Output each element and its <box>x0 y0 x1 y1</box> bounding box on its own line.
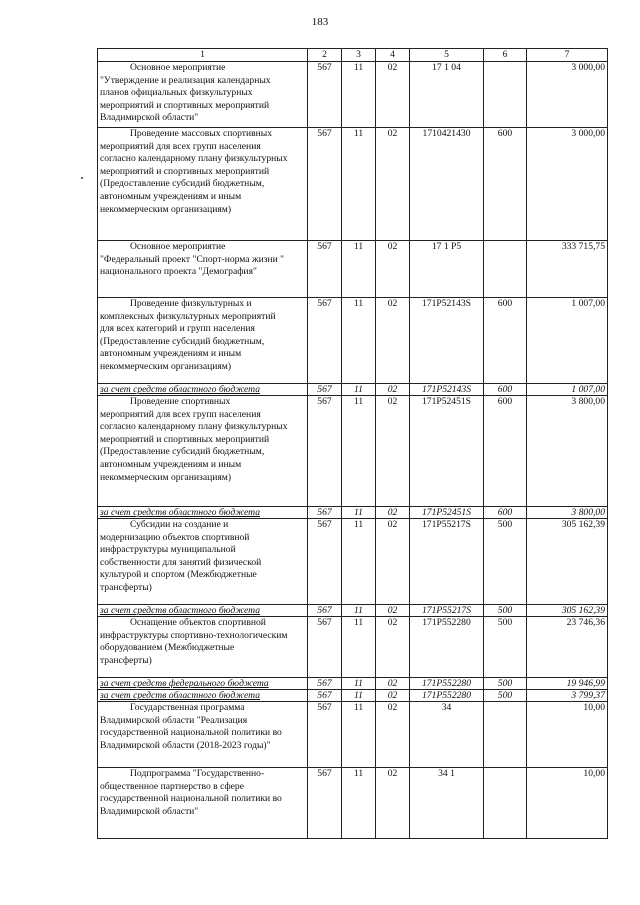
row-name-line: комплексных физкультурных мероприятий <box>100 310 276 322</box>
code-cell-c2: 567 <box>308 605 342 617</box>
code-cell-c4: 02 <box>376 519 410 605</box>
code-cell-c4: 02 <box>376 690 410 702</box>
code-cell-c4: 02 <box>376 605 410 617</box>
row-name-line: инфраструктуры спортивно-технологическим <box>100 629 288 641</box>
table-row <box>98 396 608 507</box>
code-cell-c6: 600 <box>484 128 527 241</box>
code-cell-c2: 567 <box>308 678 342 690</box>
row-name-line: некоммерческим организациям) <box>100 360 232 372</box>
code-cell-c3: 11 <box>342 617 376 678</box>
code-cell-c5: 17 1 04 <box>410 62 484 128</box>
code-cell-c2: 567 <box>308 241 342 298</box>
amount-cell: 23 746,36 <box>527 617 608 678</box>
column-number: 4 <box>376 49 410 62</box>
row-name-line: инфраструктуры муниципальной <box>100 544 236 556</box>
row-name-line: за счет средств областного бюджета <box>100 384 261 395</box>
row-name <box>98 298 308 384</box>
code-cell-c5: 17 1 P5 <box>410 241 484 298</box>
row-name-line: за счет средств областного бюджета <box>100 605 261 616</box>
row-name <box>98 507 308 519</box>
code-cell-c3: 11 <box>342 678 376 690</box>
table-row <box>98 507 608 519</box>
code-cell-c2: 567 <box>308 396 342 507</box>
code-cell-c2: 567 <box>308 519 342 605</box>
code-cell-c6: 600 <box>484 507 527 519</box>
row-name <box>98 690 308 702</box>
code-cell-c6: 500 <box>484 605 527 617</box>
column-number: 6 <box>484 49 527 62</box>
table-row <box>98 768 608 839</box>
row-name-line: согласно календарному плану физкультурных <box>100 421 288 433</box>
row-name <box>98 128 308 241</box>
row-name <box>98 617 308 678</box>
row-name <box>98 519 308 605</box>
amount-cell: 333 715,75 <box>527 241 608 298</box>
row-name-line: "Федеральный проект "Спорт-норма жизни " <box>100 253 285 265</box>
code-cell-c3: 11 <box>342 702 376 768</box>
code-cell-c5: 171P552280 <box>410 678 484 690</box>
column-number: 7 <box>527 49 608 62</box>
code-cell-c2: 567 <box>308 128 342 241</box>
code-cell-c4: 02 <box>376 62 410 128</box>
amount-cell: 305 162,39 <box>527 519 608 605</box>
code-cell-c6: 500 <box>484 690 527 702</box>
code-cell-c5: 171P52451S <box>410 396 484 507</box>
budget-table <box>97 48 608 839</box>
row-name-line: автономным учреждениям и иным <box>100 190 242 202</box>
row-name-line: Основное мероприятие <box>130 241 226 252</box>
code-cell-c5: 171P52143S <box>410 384 484 396</box>
row-name-line: некоммерческим организациям) <box>100 203 232 215</box>
code-cell-c3: 11 <box>342 384 376 396</box>
row-name-line: трансферты) <box>100 654 152 666</box>
row-name-line: модернизацию объектов спортивной <box>100 531 250 543</box>
code-cell-c3: 11 <box>342 519 376 605</box>
code-cell-c2: 567 <box>308 768 342 839</box>
row-name-line: Владимирской области" <box>100 112 199 124</box>
row-name-line: за счет средств федерального бюджета <box>100 678 269 689</box>
column-number: 3 <box>342 49 376 62</box>
code-cell-c5: 171P52451S <box>410 507 484 519</box>
row-name <box>98 702 308 768</box>
code-cell-c5: 171P55217S <box>410 519 484 605</box>
row-name-line: Оснащение объектов спортивной <box>130 617 266 628</box>
table-row <box>98 702 608 768</box>
row-name-line: Проведение физкультурных и <box>130 298 252 309</box>
amount-cell: 1 007,00 <box>527 298 608 384</box>
code-cell-c5: 171P552280 <box>410 690 484 702</box>
code-cell-c2: 567 <box>308 298 342 384</box>
row-name-line: для всех категорий и групп населения <box>100 323 255 335</box>
row-name-line: трансферты) <box>100 581 152 593</box>
amount-cell: 3 800,00 <box>527 396 608 507</box>
code-cell-c4: 02 <box>376 384 410 396</box>
amount-cell: 305 162,39 <box>527 605 608 617</box>
row-name <box>98 678 308 690</box>
code-cell-c3: 11 <box>342 62 376 128</box>
amount-cell: 3 799,37 <box>527 690 608 702</box>
code-cell-c4: 02 <box>376 768 410 839</box>
table-row <box>98 617 608 678</box>
code-cell-c3: 11 <box>342 605 376 617</box>
code-cell-c6: 500 <box>484 519 527 605</box>
code-cell-c5: 171P55217S <box>410 605 484 617</box>
table-row <box>98 298 608 384</box>
code-cell-c2: 567 <box>308 507 342 519</box>
row-name-line: за счет средств областного бюджета <box>100 690 261 701</box>
code-cell-c2: 567 <box>308 690 342 702</box>
row-name-line: Проведение массовых спортивных <box>130 128 273 139</box>
code-cell-c4: 02 <box>376 396 410 507</box>
code-cell-c4: 02 <box>376 678 410 690</box>
code-cell-c6: 600 <box>484 384 527 396</box>
amount-cell: 3 000,00 <box>527 62 608 128</box>
code-cell-c3: 11 <box>342 507 376 519</box>
amount-cell: 1 007,00 <box>527 384 608 396</box>
row-name-line: мероприятий и спортивных мероприятий <box>100 99 270 111</box>
code-cell-c5: 171P552280 <box>410 617 484 678</box>
code-cell-c3: 11 <box>342 768 376 839</box>
code-cell-c5: 34 1 <box>410 768 484 839</box>
amount-cell: 3 800,00 <box>527 507 608 519</box>
column-number-row <box>98 49 608 62</box>
column-number: 2 <box>308 49 342 62</box>
row-name-line: за счет средств областного бюджета <box>100 507 261 518</box>
code-cell-c4: 02 <box>376 507 410 519</box>
code-cell-c3: 11 <box>342 128 376 241</box>
row-name <box>98 62 308 128</box>
code-cell-c4: 02 <box>376 298 410 384</box>
column-number: 5 <box>410 49 484 62</box>
code-cell-c6: 500 <box>484 617 527 678</box>
code-cell-c3: 11 <box>342 396 376 507</box>
row-name <box>98 605 308 617</box>
row-name-line: согласно календарному плану физкультурных <box>100 153 288 165</box>
code-cell-c3: 11 <box>342 690 376 702</box>
row-name-line: (Предоставление субсидий бюджетным, <box>100 178 265 190</box>
row-name-line: Владимирской области (2018-2023 годы)" <box>100 739 271 751</box>
row-name <box>98 396 308 507</box>
table-row <box>98 678 608 690</box>
table-row <box>98 690 608 702</box>
row-name-line: Владимирской области" <box>100 805 199 817</box>
amount-cell: 10,00 <box>527 768 608 839</box>
row-name-line: общественное партнерство в сфере <box>100 780 244 792</box>
code-cell-c6: 600 <box>484 396 527 507</box>
table-row <box>98 519 608 605</box>
row-name-line: Проведение спортивных <box>130 396 231 407</box>
row-name-line: (Предоставление субсидий бюджетным, <box>100 335 265 347</box>
row-name-line: некоммерческим организациям) <box>100 471 232 483</box>
row-name <box>98 241 308 298</box>
row-name <box>98 768 308 839</box>
row-name-line: национального проекта "Демография" <box>100 266 257 278</box>
code-cell-c6: 500 <box>484 678 527 690</box>
code-cell-c6 <box>484 768 527 839</box>
row-name-line: Субсидии на создание и <box>130 519 229 530</box>
amount-cell: 3 000,00 <box>527 128 608 241</box>
row-name-line: оборудованием (Межбюджетные <box>100 642 235 654</box>
row-name-line: Владимирской области "Реализация <box>100 714 248 726</box>
row-name-line: мероприятий и спортивных мероприятий <box>100 433 270 445</box>
page-number: 183 <box>311 16 329 28</box>
code-cell-c4: 02 <box>376 617 410 678</box>
code-cell-c2: 567 <box>308 617 342 678</box>
code-cell-c3: 11 <box>342 298 376 384</box>
row-name-line: собственности для занятий физической <box>100 556 262 568</box>
row-name-line: мероприятий для всех групп населения <box>100 408 261 420</box>
code-cell-c6 <box>484 241 527 298</box>
row-name-line: государственной национальной политики во <box>100 793 282 805</box>
column-number: 1 <box>98 49 308 62</box>
table-row <box>98 384 608 396</box>
code-cell-c2: 567 <box>308 62 342 128</box>
code-cell-c5: 171P52143S <box>410 298 484 384</box>
row-name-line: планов официальных физкультурных <box>100 87 253 99</box>
row-name-line: Подпрограмма "Государственно- <box>130 768 265 779</box>
row-name-line: культурой и спортом (Межбюджетные <box>100 569 257 581</box>
row-name-line: (Предоставление субсидий бюджетным, <box>100 446 265 458</box>
row-name-line: Государственная программа <box>130 702 245 713</box>
code-cell-c6 <box>484 62 527 128</box>
code-cell-c4: 02 <box>376 128 410 241</box>
code-cell-c2: 567 <box>308 702 342 768</box>
row-name-line: мероприятий и спортивных мероприятий <box>100 165 270 177</box>
row-name-line: государственной национальной политики во <box>100 727 282 739</box>
code-cell-c4: 02 <box>376 241 410 298</box>
table-row <box>98 605 608 617</box>
code-cell-c4: 02 <box>376 702 410 768</box>
row-name-line: автономным учреждениям и иным <box>100 458 242 470</box>
amount-cell: 19 946,99 <box>527 678 608 690</box>
row-name-line: Основное мероприятие <box>130 62 226 73</box>
row-name-line: автономным учреждениям и иным <box>100 348 242 360</box>
code-cell-c5: 34 <box>410 702 484 768</box>
scan-speck <box>81 177 83 179</box>
code-cell-c5: 1710421430 <box>410 128 484 241</box>
row-name-line: мероприятий для всех групп населения <box>100 140 261 152</box>
table-row <box>98 128 608 241</box>
amount-cell: 10,00 <box>527 702 608 768</box>
table-row <box>98 241 608 298</box>
code-cell-c6: 600 <box>484 298 527 384</box>
code-cell-c3: 11 <box>342 241 376 298</box>
row-name-line: "Утверждение и реализация календарных <box>100 74 271 86</box>
code-cell-c2: 567 <box>308 384 342 396</box>
table-row <box>98 62 608 128</box>
code-cell-c6 <box>484 702 527 768</box>
row-name <box>98 384 308 396</box>
